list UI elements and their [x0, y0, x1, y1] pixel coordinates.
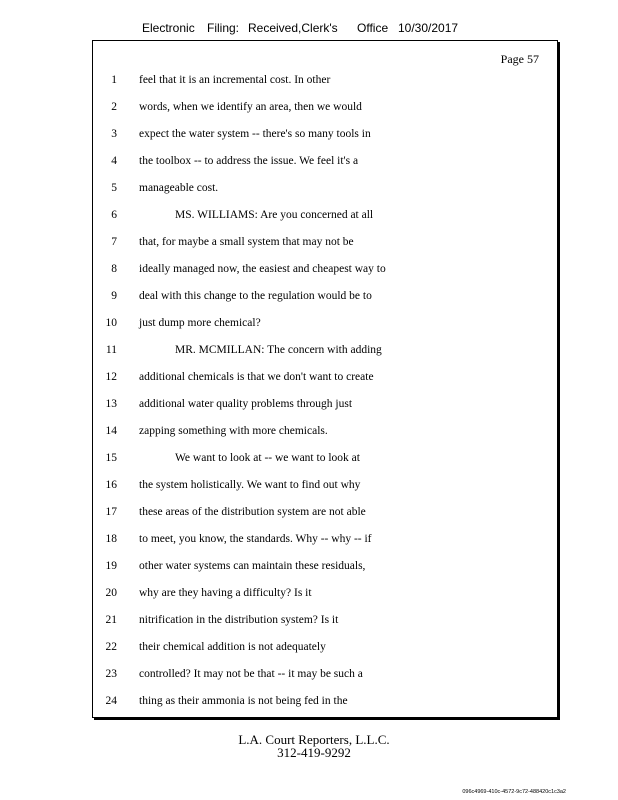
transcript-line: [93, 641, 557, 657]
filing-header: [0, 21, 618, 37]
transcript-line: [93, 533, 557, 549]
transcript-line: [93, 182, 557, 198]
transcript-line: [93, 290, 557, 306]
document-id: 096c4969-410c-4572-9c72-488420c1c3a2: [462, 789, 566, 795]
line-text: deal with this change to the regulation would be to: [139, 290, 372, 302]
line-text: MS. WILLIAMS: Are you concerned at all: [175, 209, 374, 221]
line-number: 17: [105, 506, 117, 518]
line-text: words, when we identify an area, then we would: [139, 101, 362, 113]
transcript-line: [93, 560, 557, 576]
transcript-line: [93, 695, 557, 711]
line-number: 3: [111, 128, 117, 140]
line-number: 22: [105, 641, 117, 653]
line-number: 19: [105, 560, 117, 572]
line-text: expect the water system -- there's so many tools in: [139, 128, 371, 140]
transcript-line: [93, 479, 557, 495]
transcript-line: [93, 587, 557, 603]
line-number: 16: [105, 479, 117, 491]
line-text: the system holistically. We want to find out why: [139, 479, 361, 491]
line-text: their chemical addition is not adequately: [139, 641, 326, 653]
line-number: 15: [105, 452, 117, 464]
line-number: 2: [111, 101, 117, 113]
transcript-line: [93, 128, 557, 144]
line-number: 13: [105, 398, 117, 410]
transcript-page: [92, 40, 558, 718]
line-text: nitrification in the distribution system? Is it: [139, 614, 339, 626]
filing-word-office: Office: [357, 21, 389, 35]
transcript-line: [93, 668, 557, 684]
line-number: 8: [111, 263, 117, 275]
reporter-company: L.A. Court Reporters, L.L.C.: [238, 732, 390, 747]
filing-word-received: Received,Clerk's: [248, 21, 338, 35]
line-text: manageable cost.: [139, 182, 219, 194]
line-text: We want to look at -- we want to look at: [175, 452, 360, 464]
line-text: thing as their ammonia is not being fed in the: [139, 695, 348, 707]
line-text: feel that it is an incremental cost. In other: [139, 74, 331, 86]
transcript-line: [93, 614, 557, 630]
transcript-line: [93, 398, 557, 414]
line-number: 18: [105, 533, 117, 545]
transcript-line: [93, 209, 557, 225]
line-number: 10: [105, 317, 117, 329]
line-text: to meet, you know, the standards. Why -- why -- if: [139, 533, 372, 545]
line-text: ideally managed now, the easiest and cheapest way to: [139, 263, 386, 275]
line-text: zapping something with more chemicals.: [139, 425, 328, 437]
line-number: 12: [105, 371, 117, 383]
line-text: additional chemicals is that we don't want to create: [139, 371, 374, 383]
transcript-line: [93, 263, 557, 279]
transcript-line: [93, 317, 557, 333]
line-text: other water systems can maintain these residuals,: [139, 560, 366, 572]
line-number: 9: [111, 290, 117, 302]
line-number: 23: [105, 668, 117, 680]
line-number: 6: [111, 209, 117, 221]
line-number: 5: [111, 182, 117, 194]
line-number: 20: [105, 587, 117, 599]
line-number: 21: [105, 614, 117, 626]
transcript-line: [93, 236, 557, 252]
line-text: these areas of the distribution system are not able: [139, 506, 366, 518]
line-text: the toolbox -- to address the issue. We feel it's a: [139, 155, 359, 167]
transcript-line: [93, 101, 557, 117]
transcript-line: [93, 425, 557, 441]
transcript-line: [93, 344, 557, 360]
line-text: controlled? It may not be that -- it may be such a: [139, 668, 363, 680]
line-text: why are they having a difficulty? Is it: [139, 587, 312, 599]
line-text: that, for maybe a small system that may not be: [139, 236, 354, 248]
transcript-line: [93, 155, 557, 171]
line-number: 24: [105, 695, 117, 707]
filing-word-electronic: Electronic: [142, 21, 195, 35]
line-text: just dump more chemical?: [139, 317, 261, 329]
line-number: 4: [111, 155, 117, 167]
page-number: Page 57: [500, 52, 539, 66]
line-text: MR. MCMILLAN: The concern with adding: [175, 344, 382, 356]
line-number: 14: [105, 425, 117, 437]
line-number: 7: [111, 236, 117, 248]
transcript-line: [93, 74, 557, 90]
line-number: 11: [105, 344, 117, 356]
reporter-phone: 312-419-9292: [277, 745, 351, 760]
transcript-line: [93, 452, 557, 468]
filing-date: 10/30/2017: [398, 21, 459, 35]
transcript-line: [93, 371, 557, 387]
line-text: additional water quality problems through just: [139, 398, 353, 410]
line-number: 1: [111, 74, 117, 86]
filing-word-filing: Filing:: [207, 21, 240, 35]
transcript-line: [93, 506, 557, 522]
